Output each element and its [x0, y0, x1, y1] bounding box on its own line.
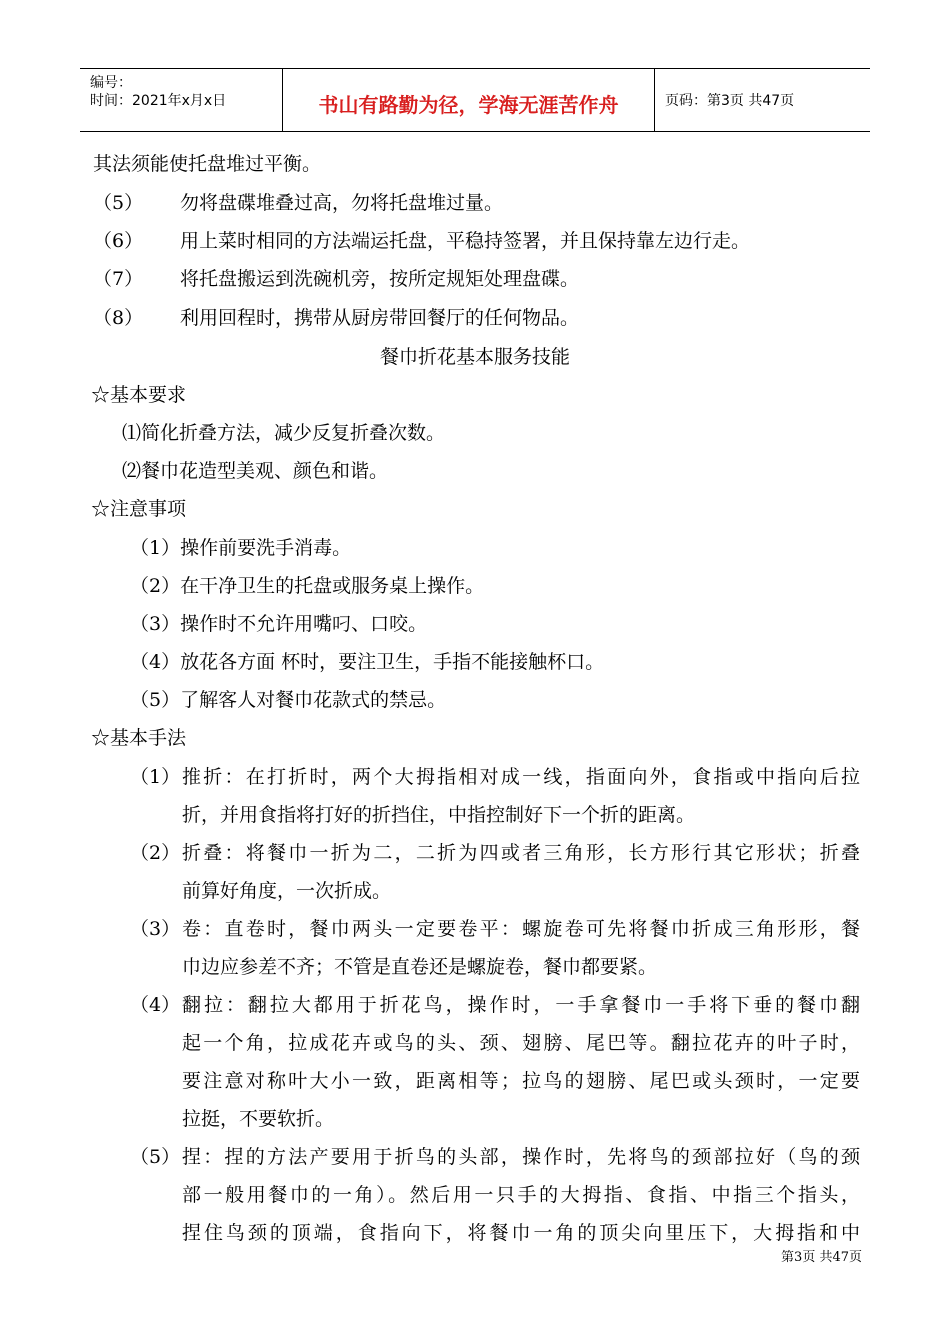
item-number: （6）	[93, 230, 144, 252]
item-line: 巾边应参差不齐；不管是直卷还是螺旋卷，餐巾都要紧。	[182, 956, 658, 978]
list-item: （4）放花各方面 杯时，要注卫生，手指不能接触杯口。	[130, 651, 605, 673]
header-motto-cell	[283, 69, 655, 131]
list-item: ⑵餐巾花造型美观、颜色和谐。	[122, 460, 389, 482]
document-header	[80, 68, 870, 132]
header-meta-cell	[80, 69, 283, 131]
item-text: 将托盘搬运到洗碗机旁，按所定规矩处理盘碟。	[180, 268, 580, 290]
page-footer: 第3页 共47页	[781, 1250, 862, 1265]
item-number: （5）	[93, 192, 144, 214]
item-line: 折，并用食指将打好的折挡住，中指控制好下一个折的距离。	[182, 804, 696, 826]
requirements-heading: ☆基本要求	[91, 384, 187, 406]
item-line: 起一个角，拉成花卉或鸟的头、颈、翅膀、尾巴等。翻拉花卉的叶子时，	[182, 1032, 860, 1054]
item-number: （4）	[130, 994, 181, 1016]
list-item: （2）在干净卫生的托盘或服务桌上操作。	[130, 575, 485, 597]
intro-line: 其法须能使托盘堆过平衡。	[93, 153, 322, 175]
page-info: 页码：第3页 共47页	[665, 93, 795, 109]
item-number: （7）	[93, 268, 144, 290]
item-line: 拉挺，不要软折。	[182, 1108, 335, 1130]
techniques-heading: ☆基本手法	[91, 727, 187, 749]
item-line: 要注意对称叶大小一致，距离相等；拉鸟的翅膀、尾巴或头颈时，一定要	[182, 1070, 860, 1092]
list-item: （1）操作前要洗手消毒。	[130, 537, 352, 559]
notes-heading: ☆注意事项	[91, 498, 187, 520]
item-line: 部一般用餐巾的一角）。然后用一只手的大拇指、食指、中指三个指头，	[182, 1184, 860, 1206]
item-number: （5）	[130, 1146, 181, 1168]
item-number: （3）	[130, 918, 181, 940]
item-line: 捏住鸟颈的顶端，食指向下，将餐巾一角的顶尖向里压下，大拇指和中	[182, 1222, 860, 1244]
item-line: 卷：直卷时，餐巾两头一定要卷平：螺旋卷可先将餐巾折成三角形形，餐	[182, 918, 860, 940]
header-page-cell	[655, 69, 870, 131]
item-text: 勿将盘碟堆叠过高，勿将托盘堆过量。	[180, 192, 504, 214]
item-number: （1）	[130, 766, 181, 788]
date-label: 时间：2021年x月x日	[90, 93, 227, 109]
item-text: 利用回程时，携带从厨房带回餐厅的任何物品。	[180, 307, 580, 329]
item-line: 捏：捏的方法产要用于折鸟的头部，操作时，先将鸟的颈部拉好（鸟的颈	[182, 1146, 860, 1168]
list-item: （3）操作时不允许用嘴叼、口咬。	[130, 613, 428, 635]
item-line: 翻拉：翻拉大都用于折花鸟，操作时，一手拿餐巾一手将下垂的餐巾翻	[182, 994, 860, 1016]
item-number: （8）	[93, 307, 144, 329]
item-text: 用上菜时相同的方法端运托盘，平稳持签署，并且保持靠左边行走。	[180, 230, 751, 252]
list-item: ⑴简化折叠方法，减少反复折叠次数。	[122, 422, 446, 444]
list-item: （5）了解客人对餐巾花款式的禁忌。	[130, 689, 447, 711]
item-line: 推折：在打折时，两个大拇指相对成一线，指面向外，食指或中指向后拉	[182, 766, 860, 788]
section-title: 餐巾折花基本服务技能	[379, 346, 570, 368]
item-number: （2）	[130, 842, 181, 864]
item-line: 折叠：将餐巾一折为二，二折为四或者三角形，长方形行其它形状；折叠	[182, 842, 860, 864]
number-label: 编号：	[90, 75, 132, 91]
item-line: 前算好角度，一次折成。	[182, 880, 392, 902]
motto-text: 书山有路勤为径，学海无涯苦作舟	[318, 93, 619, 117]
